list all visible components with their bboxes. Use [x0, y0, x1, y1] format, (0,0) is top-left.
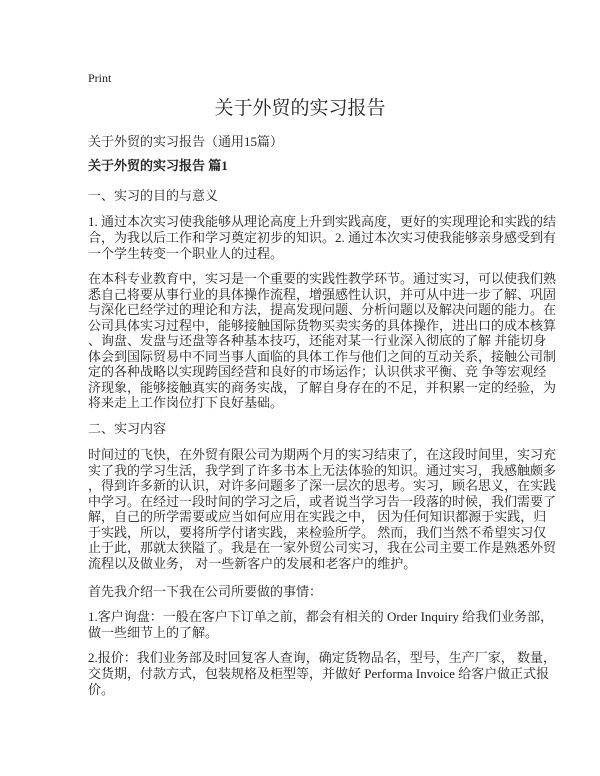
paragraph-line: 止于此，那就太狭隘了。我是在一家外贸公司实习，我在公司主要工作是熟悉外贸 — [88, 540, 557, 555]
paragraph — [88, 271, 556, 411]
print-link[interactable]: Print — [88, 71, 112, 85]
paragraph-line: 1.客户询盘：一般在客户下订单之前，都会有相关的 Order Inquiry 给我们业务部， — [88, 609, 554, 624]
paragraph-line: ，得到许多新的认识，对许多问题多了深一层次的思考。实习，顾名思义，在实践 — [88, 478, 557, 493]
paragraph-line: 首先我介绍一下我在公司所要做的事情： — [88, 584, 323, 599]
section-heading: 二、实习内容 — [88, 421, 167, 436]
article-heading: 关于外贸的实习报告 篇1 — [88, 158, 228, 173]
paragraph-line: 悉自己将要从事行业的具体操作流程，增强感性认识，并可从中进一步了解、巩固 — [88, 286, 557, 302]
paragraph-line: 定的各种战略以实现跨国经营和良好的市场运作；认识供求平衡、竞 争等宏观经 — [88, 364, 547, 379]
subtitle: 关于外贸的实习报告（通用15篇） — [88, 134, 284, 149]
paragraph — [88, 650, 556, 698]
paragraph-line: 在本科专业教育中，实习是一个重要的实践性教学环节。通过实习，可以使我们熟 — [88, 271, 557, 286]
paragraph-line: 合，为我以后工作和学习奠定初步的知识。2. 通过本次实习使我能够亲身感受到有 — [88, 230, 557, 245]
paragraph-line: 济现象，能够接触真实的商务实战，了解自身存在的不足，并积累一定的经验，为 — [88, 379, 557, 395]
paragraph — [88, 214, 556, 262]
paragraph-line: 解，自己的所学需要或应当如何应用在实践之中， 因为任何知识都源于实践，归 — [88, 509, 547, 524]
paragraph — [88, 447, 556, 571]
paragraph-line: 交货期，付款方式，包装规格及柜型等，并做好 Performa Invoice 给客户做正式报 — [88, 666, 550, 681]
paragraph-line: 于实践，所以，要将所学付诸实践，来检验所学。 然而，我们当然不希望实习仅 — [88, 524, 547, 540]
paragraph-line: 一个学生转变一个职业人的过程。 — [88, 246, 284, 261]
section-heading: 一、实习的目的与意义 — [88, 188, 219, 203]
paragraph-line: 流程以及做业务， 对一些新客户的发展和老客户的维护。 — [88, 555, 417, 571]
paragraph-line: 价。 — [88, 682, 115, 697]
paragraph-line: 时间过的飞快，在外贸有限公司为期两个月的实习结束了，在这段时间里，实习充 — [88, 447, 557, 462]
paragraph-line: 做一些细节上的了解。 — [88, 625, 219, 640]
paragraph-line: 2.报价：我们业务部及时回复客人查询，确定货物品名，型号，生产厂家， 数量， — [88, 650, 557, 665]
paragraph-line: 与深化已经学过的理论和方法，提高发现问题、分析问题以及解决问题的能力。在 — [88, 302, 557, 317]
paragraph — [88, 584, 322, 600]
paragraph-line: 实了我的学习生活，我学到了许多书本上无法体验的知识。通过实习，我感触颇多 — [88, 462, 557, 478]
paragraph-line: 体会到国际贸易中不同当事人面临的具体工作与他们之间的互动关系，接触公司制 — [88, 348, 557, 364]
paragraph-line: 将来走上工作岗位打下良好基础。 — [88, 395, 284, 410]
paragraph-line: 、询盘、发盘与还盘等各种基本技巧，还能对某一行业深入彻底的了解 并能切身 — [88, 333, 547, 348]
paragraph-line: 公司具体实习过程中，能够接触国际货物买卖实务的具体操作，进出口的成本核算 — [88, 317, 557, 333]
paragraph — [88, 609, 553, 641]
page-title: 关于外贸的实习报告 — [214, 97, 386, 119]
paragraph-line: 中学习。在经过一段时间的学习之后，或者说当学习告一段落的时候，我们需要了 — [88, 493, 557, 509]
paragraph-line: 1. 通过本次实习使我能够从理论高度上升到实践高度，更好的实现理论和实践的结 — [88, 214, 557, 229]
